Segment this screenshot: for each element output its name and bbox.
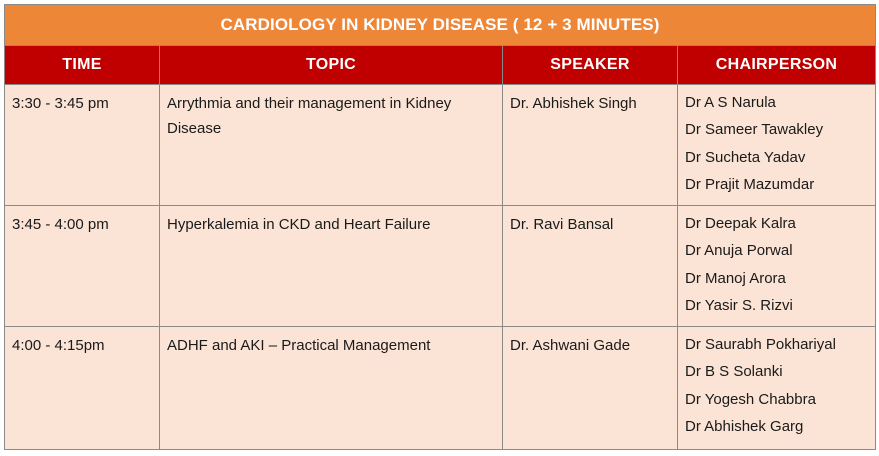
- chairperson-name: Dr Deepak Kalra: [685, 215, 796, 232]
- column-header-speaker: SPEAKER: [503, 46, 678, 85]
- chairperson-name: Dr Sameer Tawakley: [685, 121, 824, 139]
- schedule-table: [4, 4, 876, 450]
- column-header-topic: TOPIC: [160, 46, 503, 85]
- header-row: [5, 46, 876, 85]
- table-row: [5, 327, 876, 450]
- chairperson-name: Dr A S Narula: [685, 94, 776, 111]
- title-row: [5, 5, 876, 46]
- chairperson-cell: [678, 327, 876, 450]
- table-row: [5, 85, 876, 206]
- chairperson-name: Dr Manoj Arora: [685, 269, 786, 287]
- time-cell: 4:00 - 4:15pm: [5, 327, 160, 450]
- topic-cell: Hyperkalemia in CKD and Heart Failure: [160, 206, 503, 327]
- chairperson-list: [685, 88, 867, 200]
- column-header-chairperson: CHAIRPERSON: [678, 46, 876, 85]
- chairperson-name: Dr Saurabh Pokhariyal: [685, 336, 836, 353]
- chairperson-name: Dr Yasir S. Rizvi: [685, 296, 793, 314]
- schedule-table-frame: [4, 4, 875, 452]
- session-title: CARDIOLOGY IN KIDNEY DISEASE ( 12 + 3 MINUTES): [5, 5, 876, 46]
- table-row: [5, 206, 876, 327]
- chairperson-name: Dr Abhishek Garg: [685, 417, 804, 435]
- time-cell: 3:30 - 3:45 pm: [5, 85, 160, 206]
- chairperson-name: Dr Prajit Mazumdar: [685, 175, 815, 193]
- chairperson-name: Dr B S Solanki: [685, 363, 783, 381]
- chairperson-name: Dr Sucheta Yadav: [685, 148, 806, 166]
- speaker-cell: Dr. Ashwani Gade: [503, 327, 678, 450]
- chairperson-cell: [678, 206, 876, 327]
- chairperson-list: [685, 330, 867, 442]
- column-header-time: TIME: [5, 46, 160, 85]
- topic-cell: Arrythmia and their management in Kidney Disease: [160, 85, 503, 206]
- chairperson-cell: [678, 85, 876, 206]
- topic-cell: ADHF and AKI – Practical Management: [160, 327, 503, 450]
- chairperson-name: Dr Yogesh Chabbra: [685, 390, 816, 408]
- time-cell: 3:45 - 4:00 pm: [5, 206, 160, 327]
- speaker-cell: Dr. Ravi Bansal: [503, 206, 678, 327]
- speaker-cell: Dr. Abhishek Singh: [503, 85, 678, 206]
- chairperson-name: Dr Anuja Porwal: [685, 242, 793, 260]
- chairperson-list: [685, 209, 867, 321]
